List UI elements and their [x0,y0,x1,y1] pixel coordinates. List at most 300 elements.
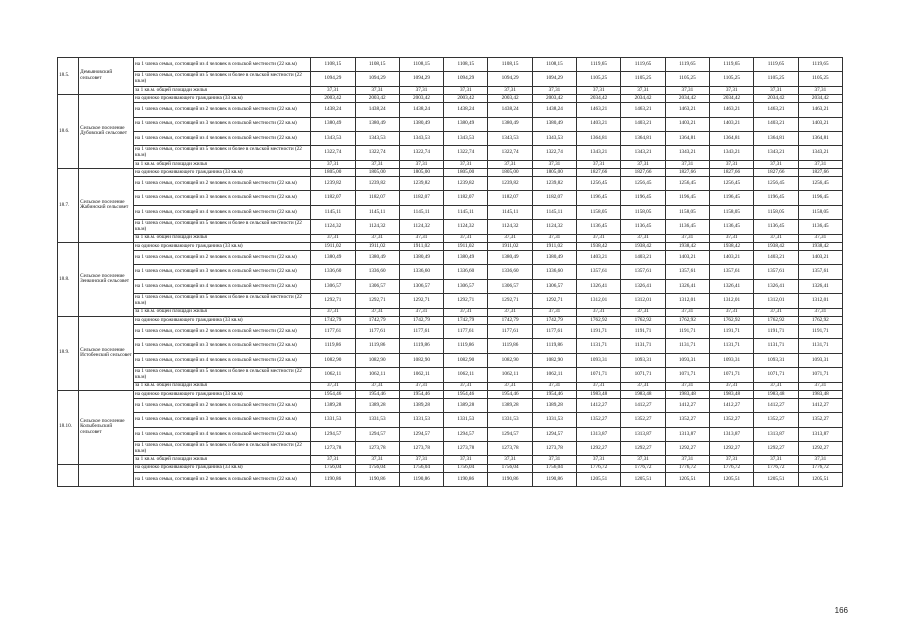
value-cell: 1131,71 [798,339,842,353]
value-cell: 1463,21 [665,103,709,117]
value-cell: 1805,00 [532,168,576,176]
value-cell: 37,31 [399,382,443,390]
value-cell: 1911,02 [444,242,488,250]
value-cell: 1082,90 [311,353,355,367]
value-cell: 1776,72 [754,464,798,472]
settlement-name: Сельское поселение Истобенский сельсовет [79,316,134,390]
value-cell: 1131,71 [665,339,709,353]
value-cell: 1158,05 [621,205,665,219]
value-cell: 1827,66 [754,168,798,176]
value-cell: 1322,74 [399,146,443,160]
value-cell: 2003,42 [355,94,399,102]
table-row [58,242,843,250]
value-cell: 1124,32 [532,220,576,234]
value-cell: 1336,60 [355,265,399,279]
value-cell: 1911,02 [355,242,399,250]
value-cell: 1292,27 [577,442,621,456]
value-cell: 1438,24 [444,103,488,117]
value-cell: 37,31 [754,308,798,316]
value-cell: 1412,27 [754,398,798,412]
value-cell: 1827,66 [798,168,842,176]
value-cell: 1196,45 [710,191,754,205]
value-cell: 1177,61 [355,324,399,338]
value-cell: 1463,21 [710,103,754,117]
value-cell: 1239,82 [488,177,532,191]
value-cell: 2003,42 [532,94,576,102]
value-cell: 1336,60 [532,265,576,279]
norm-description: на 1 члена семьи, состоящей из 3 человек в сельской местности (22 кв.м) [133,339,310,353]
value-cell: 1762,92 [798,316,842,324]
value-cell: 1364,81 [754,131,798,145]
value-cell: 1145,11 [444,205,488,219]
value-cell: 37,31 [488,308,532,316]
value-cell: 37,31 [710,160,754,168]
value-cell: 1389,28 [488,398,532,412]
value-cell: 1389,28 [532,398,576,412]
value-cell: 1938,42 [665,242,709,250]
value-cell: 1145,11 [311,205,355,219]
norm-description: на одиноко проживающего гражданина (33 кв.м) [133,242,310,250]
norm-description: на 1 члена семьи, состоящей из 2 человек в сельской местности (22 кв.м) [133,251,310,265]
table-row [58,168,843,176]
value-cell: 1438,24 [399,103,443,117]
value-cell: 1756,04 [488,464,532,472]
value-cell: 37,31 [311,456,355,464]
value-cell: 37,31 [798,86,842,94]
value-cell: 1389,28 [444,398,488,412]
value-cell: 1205,51 [710,472,754,486]
value-cell: 1082,90 [532,353,576,367]
value-cell: 1292,27 [665,442,709,456]
value-cell: 1062,11 [311,368,355,382]
value-cell: 1357,61 [710,265,754,279]
value-cell: 1145,11 [399,205,443,219]
value-cell: 1403,21 [577,251,621,265]
value-cell: 1182,07 [355,191,399,205]
value-cell: 1108,15 [311,58,355,72]
value-cell: 37,31 [710,456,754,464]
table-row [58,442,843,456]
value-cell: 1071,71 [665,368,709,382]
value-cell: 1294,57 [444,427,488,441]
value-cell: 1389,28 [355,398,399,412]
norm-description: на одиноко проживающего гражданина (33 кв.м) [133,168,310,176]
value-cell: 1294,57 [355,427,399,441]
value-cell: 1105,25 [710,72,754,86]
value-cell: 1082,90 [399,353,443,367]
value-cell: 1094,29 [488,72,532,86]
value-cell: 1105,25 [798,72,842,86]
value-cell: 37,31 [355,86,399,94]
value-cell: 1119,86 [444,339,488,353]
value-cell: 1294,57 [488,427,532,441]
value-cell: 37,31 [577,234,621,242]
value-cell: 37,31 [355,234,399,242]
value-cell: 37,31 [577,382,621,390]
norm-description: на 1 члена семьи, состоящей из 5 человек и более в сельской местности (22 кв.м) [133,442,310,456]
table-row [58,464,843,472]
value-cell: 1412,27 [665,398,709,412]
section-number: 18.7. [58,168,79,242]
value-cell: 1762,92 [665,316,709,324]
value-cell: 37,31 [311,160,355,168]
value-cell: 1119,65 [798,58,842,72]
value-cell: 1256,45 [665,177,709,191]
value-cell: 1336,60 [488,265,532,279]
value-cell: 1105,25 [577,72,621,86]
norm-description: на 1 члена семьи, состоящей из 5 человек и более в сельской местности (22 кв.м) [133,220,310,234]
value-cell: 1136,45 [577,220,621,234]
table-row [58,398,843,412]
value-cell: 37,31 [621,86,665,94]
value-cell: 1380,49 [355,117,399,131]
norm-description: на 1 члена семьи, состоящей из 2 человек в сельской местности (22 кв.м) [133,324,310,338]
value-cell: 1776,72 [710,464,754,472]
value-cell: 1343,53 [399,131,443,145]
value-cell: 1062,11 [399,368,443,382]
value-cell: 1380,49 [311,251,355,265]
value-cell: 37,31 [665,160,709,168]
value-cell: 1306,57 [488,279,532,293]
value-cell: 1158,05 [665,205,709,219]
value-cell: 1190,86 [355,472,399,486]
value-cell: 1131,71 [754,339,798,353]
value-cell: 1742,79 [399,316,443,324]
page-number: 166 [834,606,848,615]
value-cell: 1412,27 [710,398,754,412]
value-cell: 1827,66 [577,168,621,176]
section-number: 18.6. [58,94,79,168]
value-cell: 1364,81 [621,131,665,145]
value-cell: 37,31 [532,382,576,390]
value-cell: 1177,61 [488,324,532,338]
value-cell: 1256,45 [710,177,754,191]
value-cell: 1938,42 [577,242,621,250]
value-cell: 1196,45 [577,191,621,205]
value-cell: 1403,21 [710,251,754,265]
value-cell: 1343,53 [444,131,488,145]
value-cell: 37,31 [311,86,355,94]
value-cell: 37,31 [444,382,488,390]
value-cell: 1256,45 [798,177,842,191]
value-cell: 37,31 [399,308,443,316]
section-number: 18.10. [58,390,79,464]
value-cell: 1403,21 [754,117,798,131]
value-cell: 1094,29 [532,72,576,86]
value-cell: 1380,49 [399,117,443,131]
value-cell: 37,31 [798,382,842,390]
value-cell: 1190,86 [444,472,488,486]
value-cell: 1954,46 [532,390,576,398]
value-cell: 1145,11 [355,205,399,219]
value-cell: 1205,51 [798,472,842,486]
value-cell: 37,31 [488,160,532,168]
table-row [58,265,843,279]
value-cell: 1093,31 [754,353,798,367]
value-cell: 1136,45 [798,220,842,234]
value-cell: 37,31 [754,456,798,464]
table-row [58,368,843,382]
table-row [58,103,843,117]
table-row [58,58,843,72]
value-cell: 1082,90 [355,353,399,367]
value-cell: 1136,45 [665,220,709,234]
value-cell: 37,31 [754,382,798,390]
value-cell: 1954,46 [488,390,532,398]
value-cell: 1062,11 [355,368,399,382]
value-cell: 37,31 [311,234,355,242]
value-cell: 1827,66 [621,168,665,176]
value-cell: 1805,00 [444,168,488,176]
table-row [58,390,843,398]
value-cell: 1742,79 [355,316,399,324]
value-cell: 1177,61 [444,324,488,338]
value-cell: 1983,48 [665,390,709,398]
table-row [58,131,843,145]
value-cell: 1119,65 [754,58,798,72]
value-cell: 1273,78 [444,442,488,456]
value-cell: 1380,49 [399,251,443,265]
norm-description: на 1 члена семьи, состоящей из 4 человек в сельской местности (22 кв.м) [133,279,310,293]
value-cell: 2003,42 [444,94,488,102]
value-cell: 37,31 [399,160,443,168]
value-cell: 1403,21 [798,117,842,131]
value-cell: 1177,61 [399,324,443,338]
value-cell: 1239,82 [355,177,399,191]
table-row [58,316,843,324]
value-cell: 1313,87 [621,427,665,441]
value-cell: 1756,04 [355,464,399,472]
value-cell: 1182,07 [399,191,443,205]
section-number: 18.8. [58,242,79,316]
value-cell: 1093,31 [798,353,842,367]
value-cell: 37,31 [488,456,532,464]
value-cell: 1182,07 [444,191,488,205]
value-cell: 1312,01 [621,294,665,308]
norm-description: на 1 члена семьи, состоящей из 5 человек и более в сельской местности (22 кв.м) [133,72,310,86]
value-cell: 1805,00 [355,168,399,176]
value-cell: 37,31 [532,456,576,464]
value-cell: 1108,15 [355,58,399,72]
value-cell: 37,31 [621,234,665,242]
value-cell: 1119,86 [532,339,576,353]
value-cell: 1352,27 [798,413,842,427]
norm-description: за 1 кв.м. общей площади жилья [133,86,310,94]
value-cell: 1380,49 [532,251,576,265]
norm-description: на 1 члена семьи, состоящей из 3 человек в сельской местности (22 кв.м) [133,413,310,427]
value-cell: 1331,53 [532,413,576,427]
value-cell: 37,31 [311,382,355,390]
value-cell: 1805,00 [488,168,532,176]
value-cell: 37,31 [355,382,399,390]
value-cell: 1343,21 [577,146,621,160]
table-row [58,251,843,265]
table-row [58,234,843,242]
section-number [58,464,79,487]
value-cell: 1938,42 [621,242,665,250]
value-cell: 1438,24 [355,103,399,117]
value-cell: 1983,48 [754,390,798,398]
value-cell: 1343,21 [798,146,842,160]
value-cell: 1322,74 [355,146,399,160]
value-cell: 1756,04 [311,464,355,472]
value-cell: 1239,82 [311,177,355,191]
value-cell: 1191,71 [798,324,842,338]
value-cell: 1336,60 [311,265,355,279]
value-cell: 1403,21 [621,251,665,265]
value-cell: 1326,41 [577,279,621,293]
value-cell: 1463,21 [798,103,842,117]
norm-description: на 1 члена семьи, состоящей из 4 человек в сельской местности (22 кв.м) [133,131,310,145]
value-cell: 1119,86 [399,339,443,353]
value-cell: 1380,49 [355,251,399,265]
table-row [58,353,843,367]
value-cell: 1119,65 [621,58,665,72]
value-cell: 1273,78 [355,442,399,456]
value-cell: 1292,71 [311,294,355,308]
value-cell: 1983,48 [577,390,621,398]
housing-cost-table [57,57,843,487]
value-cell: 1294,57 [399,427,443,441]
value-cell: 1380,49 [311,117,355,131]
value-cell: 1322,74 [444,146,488,160]
value-cell: 1954,46 [355,390,399,398]
value-cell: 1062,11 [488,368,532,382]
value-cell: 1292,27 [710,442,754,456]
table-row [58,294,843,308]
value-cell: 1312,01 [798,294,842,308]
value-cell: 1911,02 [399,242,443,250]
value-cell: 1343,53 [355,131,399,145]
value-cell: 37,31 [444,308,488,316]
value-cell: 37,31 [532,234,576,242]
value-cell: 1336,60 [399,265,443,279]
value-cell: 2034,42 [798,94,842,102]
norm-description: на одиноко проживающего гражданина (33 кв.м) [133,390,310,398]
value-cell: 1119,65 [710,58,754,72]
value-cell: 1776,72 [577,464,621,472]
value-cell: 1119,65 [577,58,621,72]
value-cell: 1306,57 [399,279,443,293]
value-cell: 1357,61 [621,265,665,279]
value-cell: 37,31 [710,382,754,390]
value-cell: 1292,27 [754,442,798,456]
value-cell: 1119,86 [488,339,532,353]
value-cell: 1762,92 [710,316,754,324]
value-cell: 37,31 [488,382,532,390]
value-cell: 1292,27 [798,442,842,456]
value-cell: 1196,45 [754,191,798,205]
table-row [58,205,843,219]
value-cell: 1776,72 [798,464,842,472]
value-cell: 1131,71 [621,339,665,353]
value-cell: 1094,29 [444,72,488,86]
value-cell: 37,31 [488,86,532,94]
value-cell: 1412,27 [577,398,621,412]
value-cell: 37,31 [532,160,576,168]
value-cell: 1742,79 [488,316,532,324]
value-cell: 1108,15 [399,58,443,72]
value-cell: 1191,71 [754,324,798,338]
value-cell: 1352,27 [621,413,665,427]
value-cell: 1094,29 [399,72,443,86]
value-cell: 37,31 [665,382,709,390]
value-cell: 1954,46 [399,390,443,398]
value-cell: 37,31 [488,234,532,242]
value-cell: 1312,01 [754,294,798,308]
value-cell: 1742,79 [532,316,576,324]
value-cell: 1343,21 [621,146,665,160]
value-cell: 1119,65 [665,58,709,72]
value-cell: 1756,04 [532,464,576,472]
norm-description: на 1 члена семьи, состоящей из 5 человек и более в сельской местности (22 кв.м) [133,294,310,308]
value-cell: 1938,42 [710,242,754,250]
value-cell: 1357,61 [665,265,709,279]
value-cell: 2003,42 [488,94,532,102]
value-cell: 1093,31 [665,353,709,367]
value-cell: 1805,00 [311,168,355,176]
norm-description: на 1 члена семьи, состоящей из 5 человек и более в сельской местности (22 кв.м) [133,368,310,382]
value-cell: 1326,41 [798,279,842,293]
value-cell: 1463,21 [577,103,621,117]
value-cell: 1313,87 [665,427,709,441]
value-cell: 1352,27 [754,413,798,427]
value-cell: 2034,42 [621,94,665,102]
value-cell: 1312,01 [710,294,754,308]
value-cell: 1108,15 [488,58,532,72]
value-cell: 1805,00 [399,168,443,176]
table-row [58,308,843,316]
value-cell: 37,31 [577,160,621,168]
value-cell: 1145,11 [488,205,532,219]
norm-description: на 1 члена семьи, состоящей из 4 человек в сельской местности (22 кв.м) [133,58,310,72]
norm-description: за 1 кв.м. общей площади жилья [133,382,310,390]
value-cell: 1463,21 [621,103,665,117]
value-cell: 2034,42 [665,94,709,102]
value-cell: 1239,82 [444,177,488,191]
value-cell: 1094,29 [355,72,399,86]
table-row [58,339,843,353]
value-cell: 1326,41 [754,279,798,293]
value-cell: 1205,51 [754,472,798,486]
value-cell: 1938,42 [798,242,842,250]
value-cell: 1196,45 [621,191,665,205]
value-cell: 1380,49 [444,251,488,265]
norm-description: за 1 кв.м. общей площади жилья [133,160,310,168]
value-cell: 2003,42 [399,94,443,102]
value-cell: 1331,53 [488,413,532,427]
value-cell: 1776,72 [621,464,665,472]
value-cell: 37,31 [444,160,488,168]
table-row [58,160,843,168]
value-cell: 1364,81 [665,131,709,145]
value-cell: 1136,45 [621,220,665,234]
value-cell: 1331,53 [311,413,355,427]
value-cell: 1136,45 [710,220,754,234]
value-cell: 1313,87 [577,427,621,441]
value-cell: 1438,24 [311,103,355,117]
value-cell: 37,31 [532,308,576,316]
value-cell: 1158,05 [798,205,842,219]
norm-description: на 1 члена семьи, состоящей из 2 человек в сельской местности (22 кв.м) [133,398,310,412]
value-cell: 1145,11 [532,205,576,219]
value-cell: 1177,61 [532,324,576,338]
value-cell: 37,31 [754,234,798,242]
value-cell: 1983,48 [621,390,665,398]
value-cell: 1412,27 [798,398,842,412]
value-cell: 1093,31 [577,353,621,367]
value-cell: 37,31 [532,86,576,94]
